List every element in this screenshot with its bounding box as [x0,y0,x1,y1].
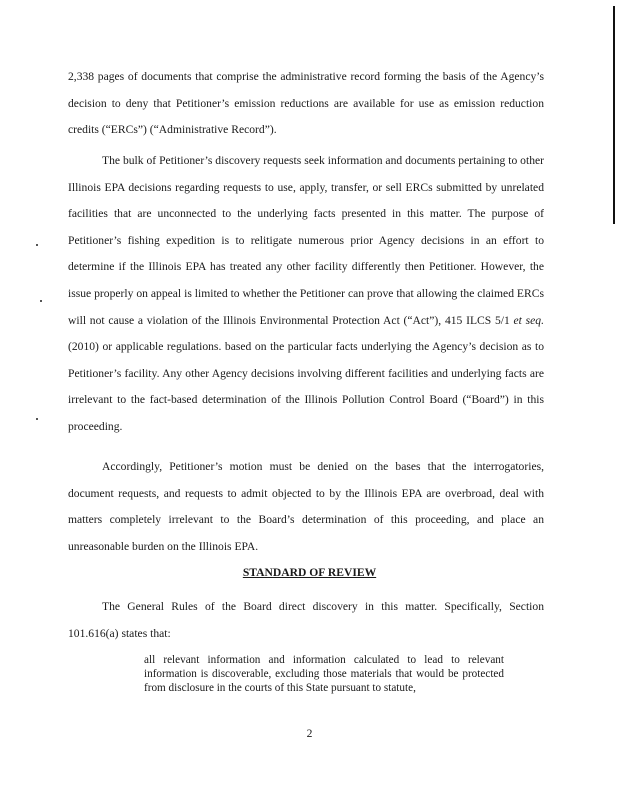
paragraph-2-tail: (2010) or applicable regulations. based on the particular facts underlying the Agency’s decision as to Petitioner’s facility. Any other Agency decisions involving different facilities and underlying facts are irrelevant to the fact-based determination of the Illinois Pollution Control Board (“Board”) in this proceeding. [68,340,544,433]
paragraph-1: 2,338 pages of documents that comprise the administrative record forming the basis of the Agency’s decision to deny that Petitioner’s emission reductions are available for use as emission reduction credits (“ERCs”) (“Administrative Record”). [68,70,544,137]
paragraph-3: Accordingly, Petitioner’s motion must be denied on the bases that the interrogatories, document requests, and requests to admit objected to by the Illinois EPA are overbroad, deal with matters completely irrelevant to the Board’s determination of this proceeding, and place an unreasonable burden on the Illinois EPA. [68,460,544,553]
scan-speck [36,244,38,246]
scan-speck [36,418,38,420]
scan-edge-mark [613,6,615,224]
section-heading: STANDARD OF REVIEW [242,566,377,579]
paragraph-2-italic: et seq. [513,313,545,327]
block-quote: all relevant information and information calculated to lead to relevant information is discoverable, excluding those materials that would be protected from disclosure in the courts of this State pursuant to statute, [144,654,504,694]
paragraph-2-head: The bulk of Petitioner’s discovery requests seek information and documents pertaining to other Illinois EPA decisions regarding requests to use, apply, transfer, or sell ERCs submitted by unrelated facilities that are unconnected to the underlying facts presented in this matter. The purpose of Petitioner’s fishing expedition is to relitigate numerous prior Agency decisions in an effort to determine if the Illinois EPA has treated any other facility differently then Petitioner. However, the issue properly on appeal is limited to whether the Petitioner can prove that allowing the claimed ERCs will not cause a violation of the Illinois Environmental Protection Act (“Act”), 415 ILCS 5/1 [68,154,544,327]
page-number: 2 [306,727,313,740]
scan-speck [40,300,42,302]
review-paragraph: The General Rules of the Board direct discovery in this matter. Specifically, Section 101.616(a) states that: [68,600,544,640]
paragraph-2 [68,148,544,441]
